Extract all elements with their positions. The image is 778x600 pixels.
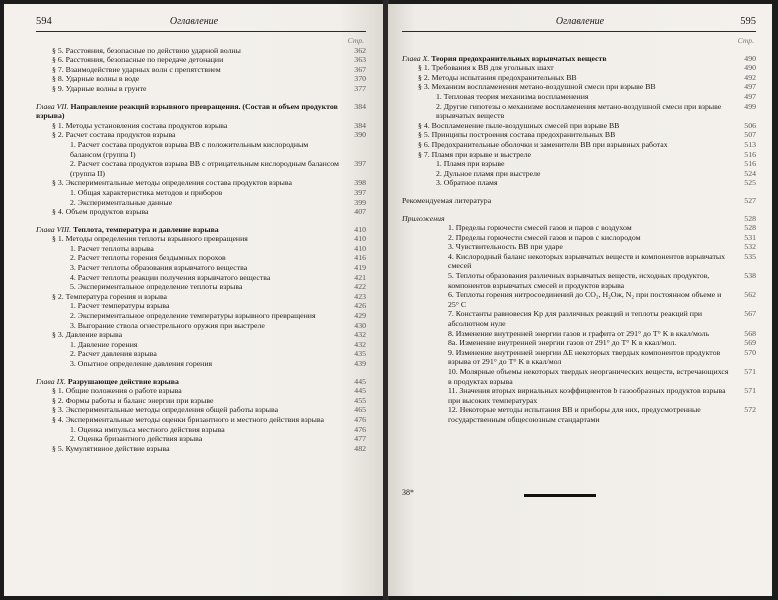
left-running-title: Оглавление [169,16,219,27]
toc-page-number: 568 [744,328,756,338]
toc-subsection-entry [402,329,756,339]
toc-entry-title: § 1. Методы определения теплоты взрывного превращения [52,234,248,244]
toc-subsection-entry [36,434,366,444]
toc-section-entry [402,82,756,92]
toc-entry-title: § 2. Формы работы и баланс энергии при взрыве [52,395,214,405]
chapter-label: Приложения [402,213,445,223]
toc-section-entry [36,386,366,396]
toc-chapter-heading [36,377,366,387]
toc-section-entry [36,55,366,65]
toc-entry-title: 12. Некоторые методы испытания ВВ и приборы для них, предусмотренные государственным общесоюзным стандартами [448,405,701,424]
toc-subsection-entry [402,386,756,405]
toc-page-number: 384 [354,120,366,130]
toc-section-entry [36,415,366,425]
signature-mark: 38* [402,488,414,497]
toc-subsection-entry [36,359,366,369]
toc-page-number: 528 [744,223,756,233]
toc-entry-title: § 6. Предохранительные оболочки и заменители ВВ при взрывных работах [418,139,668,149]
toc-page-number: 465 [354,405,366,415]
toc-chapter-heading [402,196,756,206]
toc-subsection-entry [36,321,366,331]
toc-entry-title: § 4. Экспериментальные методы оценки бризантного и местного действия взрыва [52,414,324,424]
toc-entry-title: 3. Опытное определение давления горения [70,359,213,368]
toc-page-number: 416 [354,253,366,263]
toc-entry-title: 1. Тепловая теория механизма воспламенения [436,91,589,101]
toc-subsection-entry [36,282,366,292]
toc-entry-title: 1. Расчет температуры взрыва [70,301,170,311]
toc-page-number: 377 [354,83,366,93]
left-toc [36,36,366,453]
toc-entry-title: § 7. Пламя при взрыве и выстреле [418,149,531,159]
toc-section-entry [36,444,366,454]
toc-page-number: 506 [744,120,756,130]
toc-entry-title: 2. Экспериментальные данные [70,197,173,207]
toc-subsection-entry [402,242,756,252]
toc-page-number: 410 [354,224,366,234]
toc-section-entry [402,121,756,131]
toc-entry-title: 1. Расчет состава продуктов взрыва ВВ с положительным кислородным балансом (группа I) [70,139,309,159]
toc-entry-title: 11. Значения вторых вириальных коэффициентов b газообразных продуктов взрыва при высоких температурах [448,386,726,405]
toc-entry-title: 2. Расчет состава продуктов взрыва ВВ с отрицательным кислородным балансом (группа II) [70,159,339,178]
toc-page-number: 482 [354,443,366,453]
toc-page-number: 477 [354,434,366,444]
toc-page-number: 455 [354,395,366,405]
toc-entry-title: 3. Чувствительность ВВ при ударе [448,242,563,252]
toc-entry-title: 1. Оценка импульса местного действия взрыва [70,424,225,434]
toc-entry-title: § 7. Взаимодействие ударных волн с препятствием [52,64,221,74]
toc-subsection-entry [36,244,366,254]
toc-page-number: 527 [744,195,756,205]
toc-page-number: 367 [354,64,366,74]
toc-page-number: 426 [354,301,366,311]
toc-section-entry [36,396,366,406]
toc-page-number: 362 [354,45,366,55]
toc-page-number: 445 [354,386,366,396]
toc-section-entry [402,150,756,160]
right-page-header [388,14,772,30]
left-page [4,4,384,596]
toc-entry-title: § 4. Объем продуктов взрыва [52,207,149,217]
toc-subsection-entry [36,198,366,208]
toc-subsection-entry [36,311,366,321]
toc-subsection-entry [36,159,366,178]
toc-entry-title: § 2. Расчет состава продуктов взрыва [52,130,176,140]
toc-page-number: 525 [744,178,756,188]
toc-entry-title: § 3. Давление взрыва [52,330,123,340]
toc-entry-title: 3. Расчет теплоты образования взрывчатого вещества [70,263,248,273]
toc-subsection-entry [402,169,756,179]
toc-entry-title: § 2. Температура горения и взрыва [52,291,168,301]
toc-page-number: 538 [744,271,756,281]
toc-page-number: 432 [354,339,366,349]
toc-section-entry [36,330,366,340]
toc-section-entry [36,130,366,140]
toc-subsection-entry [402,367,756,386]
toc-entry-title: § 4. Воспламенение пыле-воздушных смесей при взрыве ВВ [418,120,620,130]
toc-subsection-entry [36,301,366,311]
toc-entry-title: 7. Константы равновесия Kp для различных реакций и теплоты реакций при абсолютном нуле [448,309,703,329]
toc-chapter-heading [36,225,366,235]
toc-subsection-entry [36,425,366,435]
toc-entry-title: 2. Расчет теплоты горения бездымных порохов [70,253,226,263]
toc-entry-title: 8. Изменение внутренней энергии газов и графита от 291° до T° K в ккал/моль [448,328,710,338]
toc-entry-title: § 3. Механизм воспламенения метано-воздушной смеси при взрыве ВВ [418,82,656,92]
toc-page-number: 571 [744,386,756,396]
toc-subsection-entry [36,188,366,198]
toc-entry-title: 2. Дульное пламя при выстреле [436,168,541,178]
toc-entry-title: § 8. Ударные волны в воде [52,74,140,84]
toc-subsection-entry [402,252,756,271]
toc-page-number: 528 [744,213,756,223]
toc-section-entry [402,63,756,73]
toc-chapter-heading [402,54,756,64]
toc-entry-title: 2. Пределы горючести смесей газов и паров с кислородом [448,232,641,242]
chapter-title: Теория предохранительных взрывчатых веществ [431,53,607,63]
toc-section-entry [36,74,366,84]
toc-entry-title: 1. Пламя при взрыве [436,159,505,169]
toc-chapter-heading [36,102,366,121]
toc-page-number: 490 [744,63,756,73]
toc-page-number: 435 [354,349,366,359]
toc-page-number: 531 [744,232,756,242]
toc-chapter-heading [402,214,756,224]
toc-entry-title: 10. Молярные объемы некоторых твердых неорганических веществ, встречающихся в продуктах взрыва [448,367,729,386]
toc-page-number: 410 [354,234,366,244]
chapter-title: Направление реакций взрывного превращения. (Состав и объем продуктов взрыва) [36,101,338,121]
toc-page-number: 476 [354,424,366,434]
toc-page-number: 432 [354,330,366,340]
toc-page-number: 398 [354,178,366,188]
toc-entry-title: 1. Общая характеристика методов и приборов [70,187,223,197]
chapter-label: Глава VII. [36,101,69,111]
toc-entry-title: 5. Теплоты образования различных взрывчатых веществ, исходных продуктов, компонентов взрывчатых смесей и продуктов взрыва [448,271,710,290]
toc-section-entry [36,46,366,56]
toc-page-number: 490 [744,53,756,63]
toc-page-number: 497 [744,82,756,92]
toc-page-number: 384 [354,101,366,111]
toc-page-number: 570 [744,347,756,357]
toc-section-entry [36,234,366,244]
toc-section-entry [36,65,366,75]
toc-subsection-entry [36,340,366,350]
toc-section-entry [402,73,756,83]
toc-page-number: 397 [354,187,366,197]
toc-section-entry [36,292,366,302]
toc-page-number: 535 [744,251,756,261]
toc-subsection-entry [402,309,756,328]
toc-entry-title: 4. Кислородный баланс некоторых взрывчатых веществ и компонентов взрывчатых смесей [448,251,726,271]
toc-entry-title: 2. Другие гипотезы о механизме воспламенения метано-воздушной смеси при взрыве взрывчатых веществ [436,101,722,121]
toc-page-number: 423 [354,291,366,301]
toc-page-number: 399 [354,197,366,207]
toc-entry-title: § 1. Методы установления состава продуктов взрыва [52,120,228,130]
toc-page-number: 397 [354,159,366,169]
toc-page-number: 429 [354,311,366,321]
left-page-header [4,14,384,30]
right-page-number: 595 [740,16,756,27]
toc-subsection-entry [36,253,366,263]
toc-subsection-entry [402,348,756,367]
toc-page-number: 507 [744,130,756,140]
toc-entry-title: § 6. Расстояния, безопасные по передаче детонации [52,55,224,65]
toc-page-number: 390 [354,130,366,140]
toc-entry-title: § 3. Экспериментальные методы определения состава продуктов взрыва [52,178,292,188]
toc-page-number: 524 [744,168,756,178]
toc-section-entry [402,130,756,140]
toc-page-number: 439 [354,359,366,368]
toc-subsection-entry [402,338,756,348]
right-header-rule [402,31,756,32]
toc-page-number: 567 [744,309,756,319]
left-page-number: 594 [36,16,52,27]
right-page [388,4,772,596]
toc-page-number: 410 [354,243,366,253]
right-toc [402,36,756,425]
toc-subsection-entry [402,271,756,290]
toc-entry-title: § 5. Расстояния, безопасные по действию ударной волны [52,45,241,55]
toc-entry-title: 4. Расчет теплоты реакции получения взрывчатого вещества [70,272,271,282]
end-rule [524,494,596,497]
toc-subsection-entry [36,140,366,159]
right-running-title: Оглавление [555,16,605,27]
chapter-label: Глава X. [402,53,430,63]
toc-entry-title: § 5. Кумулятивное действие взрыва [52,443,170,453]
toc-page-number: 421 [354,272,366,282]
toc-entry-title: 9. Изменение внутренней энергии ΔE некоторых твердых компонентов продуктов взрыва от 291° до T° K в ккал/мол [448,347,721,367]
toc-page-number: 499 [744,101,756,111]
chapter-title: Теплота, температура и давление взрыва [73,224,219,234]
toc-page-number: 562 [744,290,756,300]
toc-page-number: 516 [744,149,756,159]
toc-page-number: 532 [744,242,756,252]
toc-page-number: 422 [354,282,366,292]
right-str-label: Стр. [737,36,754,45]
toc-entry-title: 1. Пределы горючести смесей газов и паров с воздухом [448,223,632,233]
toc-section-entry [36,178,366,188]
toc-page-number: 569 [744,338,756,348]
chapter-title: Рекомендуемая литература [402,195,492,205]
toc-entry-title: 2. Экспериментальное определение температуры взрывного превращения [70,311,316,321]
toc-page-number: 476 [354,414,366,424]
toc-entry-title: 2. Расчет давления взрыва [70,349,157,359]
toc-page-number: 370 [354,74,366,84]
left-str-label: Стр. [347,36,364,45]
toc-page-number: 571 [744,367,756,376]
toc-page-number: 430 [354,320,366,330]
toc-entry-title: 1. Расчет теплоты взрыва [70,243,154,253]
toc-entry-title: § 5. Принципы построения состава предохранительных ВВ [418,130,616,140]
toc-page-number: 572 [744,405,756,415]
toc-entry-title: § 2. Методы испытания предохранительных ВВ [418,72,577,82]
toc-entry-title: 6. Теплоты горения нитросоединений до CO₂, H₂Oж, N₂ при постоянном объеме и 25° C [448,290,722,309]
toc-subsection-entry [402,159,756,169]
toc-entry-title: § 3. Экспериментальные методы определения общей работы взрыва [52,405,279,415]
toc-page-number: 513 [744,139,756,149]
toc-entry-title: § 9. Ударные волны в грунте [52,83,147,93]
toc-section-entry [36,405,366,415]
toc-entry-title: 8a. Изменение внутренней энергии газов от 291° до T° K в ккал/мол. [448,338,677,348]
toc-page-number: 363 [354,55,366,65]
toc-subsection-entry [402,102,756,121]
toc-page-number: 492 [744,72,756,82]
toc-subsection-entry [402,233,756,243]
toc-section-entry [36,121,366,131]
toc-subsection-entry [402,405,756,424]
toc-page-number: 407 [354,207,366,217]
toc-entry-title: § 1. Общие положения о работе взрыва [52,386,182,396]
toc-subsection-entry [36,273,366,283]
toc-subsection-entry [402,92,756,102]
toc-entry-title: 5. Экспериментальное определение теплоты взрыва [70,282,243,292]
chapter-label: Глава IX. [36,376,66,386]
toc-section-entry [402,140,756,150]
chapter-label: Глава VIII. [36,224,72,234]
chapter-title: Разрушающее действие взрыва [67,376,179,386]
toc-entry-title: 3. Выгорание ствола огнестрельного оружия при выстреле [70,320,265,330]
toc-page-number: 497 [744,91,756,101]
toc-page-number: 516 [744,159,756,169]
toc-subsection-entry [36,349,366,359]
toc-section-entry [36,207,366,217]
toc-page-number: 419 [354,263,366,273]
left-header-rule [36,31,366,32]
toc-page-number: 445 [354,376,366,386]
toc-subsection-entry [402,178,756,188]
toc-section-entry [36,84,366,94]
toc-entry-title: 3. Обратное пламя [436,178,498,188]
toc-entry-title: § 1. Требования к ВВ для угольных шахт [418,63,554,73]
toc-entry-title: 1. Давление горения [70,339,138,349]
toc-subsection-entry [36,263,366,273]
toc-entry-title: 2. Оценка бризантного действия взрыва [70,434,203,444]
toc-subsection-entry [402,223,756,233]
toc-subsection-entry [402,290,756,309]
